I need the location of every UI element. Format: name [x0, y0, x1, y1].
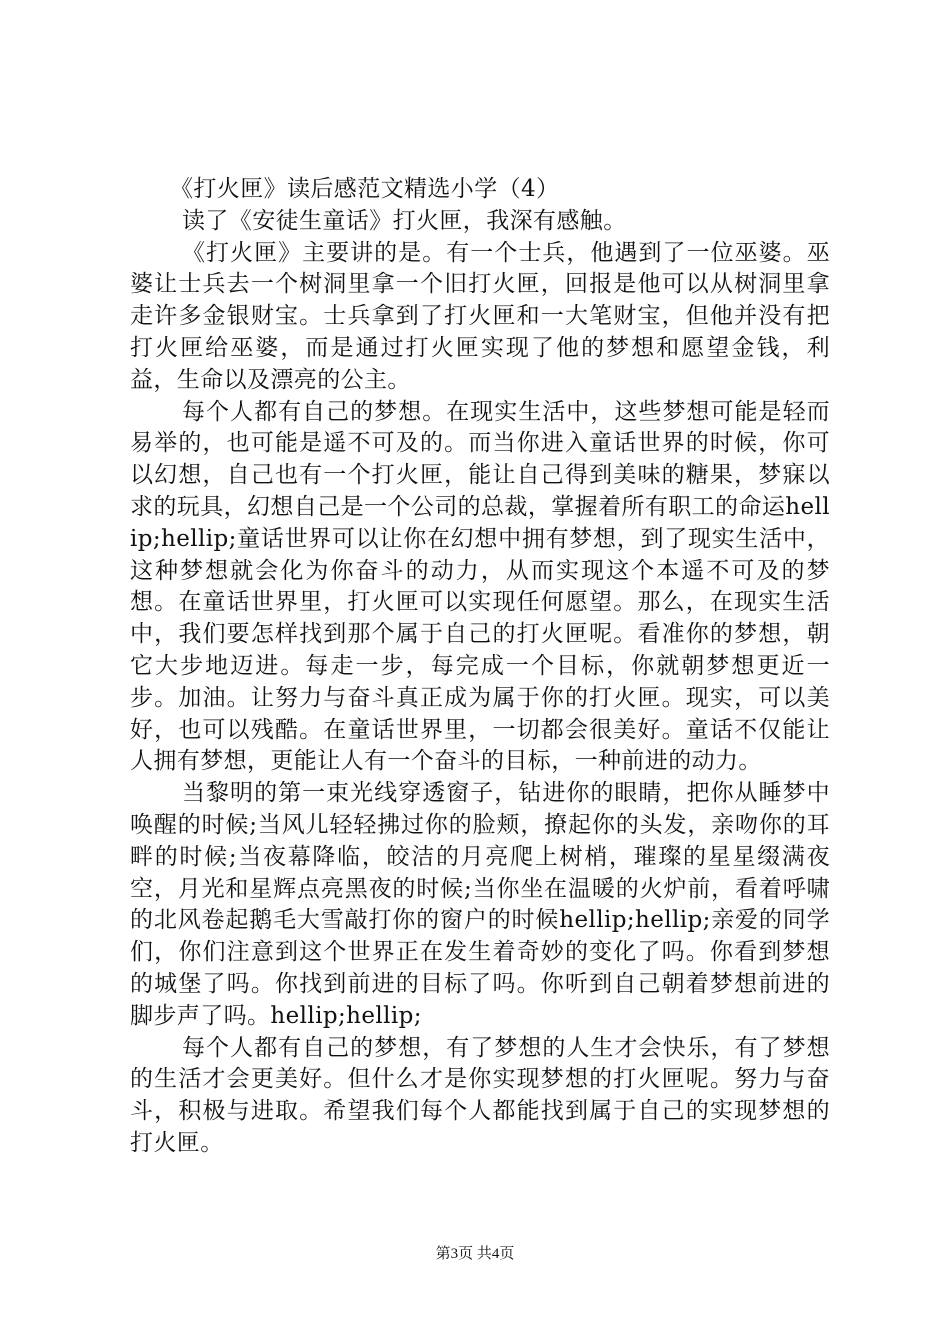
paragraph-dreams: 每个人都有自己的梦想。在现实生活中，这些梦想可能是轻而易举的，也可能是遥不可及的。而当你进入童话世界的时候，你可以幻想，自己也有一个打火匣，能让自己得到美味的糖果，梦寐以求的玩具，幻想自己是一个公司的总裁，掌握着所有职工的命运hellip;hellip;童话世界可以让你在幻想中拥有梦想，到了现实生活中，这种梦想就会化为你奋斗的动力，从而实现这个本遥不可及的梦想。在童话世界里，打火匣可以实现任何愿望。那么，在现实生活中，我们要怎样找到那个属于自己的打火匣呢。看准你的梦想，朝它大步地迈进。每走一步，每完成一个目标，你就朝梦想更近一步。加油。让努力与奋斗真正成为属于你的打火匣。现实，可以美好，也可以残酷。在童话世界里，一切都会很美好。童话不仅能让人拥有梦想，更能让人有一个奋斗的目标，一种前进的动力。	[130, 398, 830, 775]
paragraph-summary: 《打火匣》主要讲的是。有一个士兵，他遇到了一位巫婆。巫婆让士兵去一个树洞里拿一个旧打火匣，回报是他可以从树洞里拿走许多金银财宝。士兵拿到了打火匣和一大笔财宝，但他并没有把打火匣给巫婆，而是通过打火匣实现了他的梦想和愿望金钱，利益，生命以及漂亮的公主。	[130, 239, 830, 393]
paragraph-intro: 读了《安徒生童话》打火匣，我深有感触。	[182, 207, 627, 234]
paragraph-imagery: 当黎明的第一束光线穿透窗子，钻进你的眼睛，把你从睡梦中唤醒的时候;当风儿轻轻拂过你的脸颊，撩起你的头发，亲吻你的耳畔的时候;当夜幕降临，皎洁的月亮爬上树梢，璀璨的星星缀满夜空，月光和星辉点亮黑夜的时候;当你坐在温暖的火炉前，看着呼啸的北风卷起鹅毛大雪敲打你的窗户的时候hellip;hellip;亲爱的同学们，你们注意到这个世界正在发生着奇妙的变化了吗。你看到梦想的城堡了吗。你找到前进的目标了吗。你听到自己朝着梦想前进的脚步声了吗。hellip;hellip;	[130, 780, 830, 1029]
paragraph-conclusion: 每个人都有自己的梦想，有了梦想的人生才会快乐，有了梦想的生活才会更美好。但什么才是你实现梦想的打火匣呢。努力与奋斗，积极与进取。希望我们每个人都能找到属于自己的实现梦想的打火匣。	[130, 1034, 830, 1156]
document-title: 《打火匣》读后感范文精选小学（4）	[170, 176, 560, 202]
document-body	[130, 174, 830, 1160]
page-number-footer: 第3页 共4页	[435, 1246, 515, 1262]
